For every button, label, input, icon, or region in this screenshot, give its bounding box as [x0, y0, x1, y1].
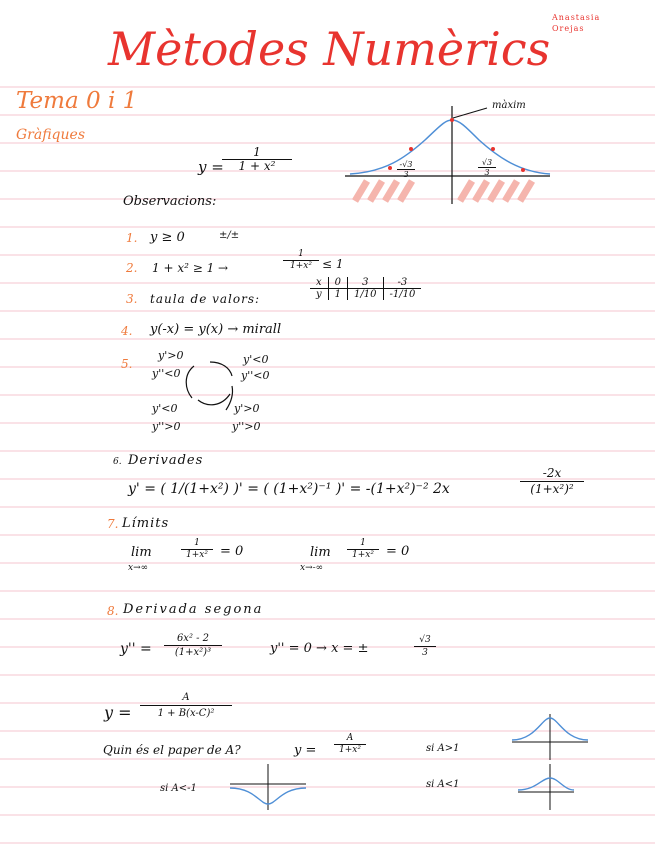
- obs5-label: y''>0: [152, 420, 181, 433]
- table-row: [310, 277, 421, 289]
- main-function-lhs: y =: [198, 158, 224, 176]
- left-inflection-label: [397, 160, 415, 179]
- obs5-label: y'<0: [243, 353, 269, 366]
- left-inflection-den: 3: [403, 170, 409, 179]
- obs6-formula: y' = ( 1/(1+x²) )' = ( (1+x²)⁻¹ )' = -(1+x²)⁻² 2x: [128, 481, 450, 497]
- obs8-zero-num: √3: [419, 635, 431, 645]
- general-lhs: y =: [104, 703, 132, 722]
- obs8-heading: Derivada segona: [123, 602, 264, 617]
- lim1-num: 1: [194, 538, 200, 548]
- lim2-sub: x→-∞: [300, 563, 324, 573]
- right-inflection-label: [478, 158, 496, 177]
- obs4-number: 4.: [121, 324, 133, 338]
- obs3-number: 3.: [126, 292, 138, 306]
- table-cell: 3: [348, 277, 383, 289]
- main-function-fraction: [222, 146, 292, 173]
- obs5-label: y''>0: [232, 420, 261, 433]
- table-cell: x: [310, 277, 328, 289]
- lim2-value: = 0: [386, 544, 410, 559]
- case-a-gt-1: si A>1: [426, 743, 460, 754]
- right-inflection-num: √3: [481, 158, 493, 167]
- question-lhs: y =: [294, 743, 317, 758]
- concavity-sketch: [182, 356, 242, 416]
- obs1-number: 1.: [126, 231, 138, 245]
- bell-curve: [350, 120, 550, 174]
- obs2-frac-den: 1+x²: [290, 261, 312, 271]
- general-fraction: [140, 690, 232, 721]
- question-fraction: [334, 733, 366, 756]
- section-heading: Gràfiques: [16, 127, 86, 143]
- lim2-den: 1+x²: [352, 550, 374, 560]
- obs2-fraction: [283, 249, 319, 272]
- lim2-op: lim: [310, 545, 331, 560]
- obs8-zero: y'' = 0 → x = ±: [270, 641, 369, 656]
- lim2-num: 1: [360, 538, 366, 548]
- tall-peak-sketch: [510, 712, 590, 762]
- table-cell: 1/10: [348, 289, 383, 301]
- observations-heading: Observacions:: [123, 194, 217, 209]
- obs5-label: y''<0: [152, 367, 181, 380]
- topic-heading: Tema 0 i 1: [16, 88, 138, 114]
- obs8-y2-num: 6x² - 2: [176, 633, 210, 644]
- obs1-text: y ≥ 0: [150, 230, 185, 245]
- question-text: Quin és el paper de A?: [103, 743, 241, 757]
- max-label: màxim: [492, 100, 526, 111]
- hatch-marks: [355, 181, 532, 201]
- obs8-zero-fraction: [414, 634, 436, 659]
- obs6-number: 6.: [113, 457, 122, 467]
- obs5-label: y'>0: [234, 402, 260, 415]
- table-cell: -1/10: [383, 289, 421, 301]
- obs2-frac-num: 1: [298, 249, 304, 259]
- table-cell: 0: [328, 277, 347, 289]
- general-den: 1 + B(x-C)²: [157, 708, 215, 719]
- obs6-result-num: -2x: [542, 466, 562, 480]
- obs3-text: taula de valors:: [150, 292, 261, 306]
- table-row: [310, 289, 421, 301]
- values-table: [310, 277, 421, 300]
- max-pointer: [453, 108, 487, 118]
- fraction-num: 1: [253, 145, 261, 159]
- lim2-fraction: [347, 538, 379, 561]
- general-num: A: [182, 692, 190, 703]
- obs2-number: 2.: [126, 261, 138, 275]
- obs7-number: 7.: [107, 517, 119, 531]
- obs6-result: [520, 466, 584, 497]
- table-cell: y: [316, 289, 322, 300]
- obs5-label: y'<0: [152, 402, 178, 415]
- case-a-lt-minus-1: si A<-1: [160, 783, 197, 794]
- obs8-zero-den: 3: [422, 648, 428, 658]
- obs6-heading: Derivades: [128, 453, 204, 468]
- fraction-den: 1 + x²: [238, 159, 276, 173]
- author-name: Anastasia Orejas: [552, 13, 601, 33]
- obs5-label: y''<0: [241, 369, 270, 382]
- obs5-number: 5.: [121, 357, 133, 371]
- obs8-number: 8.: [107, 604, 119, 618]
- question-num: A: [346, 733, 354, 743]
- obs8-y2-den: (1+x²)³: [174, 647, 212, 658]
- lim1-value: = 0: [220, 544, 244, 559]
- table-cell: -3: [383, 277, 421, 289]
- obs2-text: 1 + x² ≥ 1 →: [152, 261, 229, 275]
- left-inflection-num: -√3: [399, 160, 413, 169]
- lim1-op: lim: [131, 545, 152, 560]
- obs1-note: ±/±: [219, 230, 240, 241]
- inverted-peak-sketch: [228, 762, 308, 812]
- lim1-sub: x→∞: [128, 563, 149, 573]
- obs6-result-den: (1+x²)²: [530, 482, 574, 496]
- obs5-label: y'>0: [158, 349, 184, 362]
- obs2-tail: ≤ 1: [322, 257, 344, 271]
- short-peak-sketch: [516, 762, 576, 812]
- page-title: Mètodes Numèrics: [108, 22, 551, 76]
- obs8-y2-fraction: [164, 632, 222, 659]
- bell-curve-graph: [345, 106, 555, 206]
- obs7-heading: Límits: [122, 516, 170, 531]
- obs4-text: y(-x) = y(x) → mirall: [150, 322, 282, 337]
- case-a-lt-1: si A<1: [426, 779, 460, 790]
- obs8-y2-lhs: y'' =: [120, 641, 152, 657]
- lim1-fraction: [181, 538, 213, 561]
- lim1-den: 1+x²: [186, 550, 208, 560]
- question-den: 1+x²: [339, 745, 361, 755]
- right-inflection-den: 3: [484, 168, 490, 177]
- table-cell: 1: [328, 289, 347, 301]
